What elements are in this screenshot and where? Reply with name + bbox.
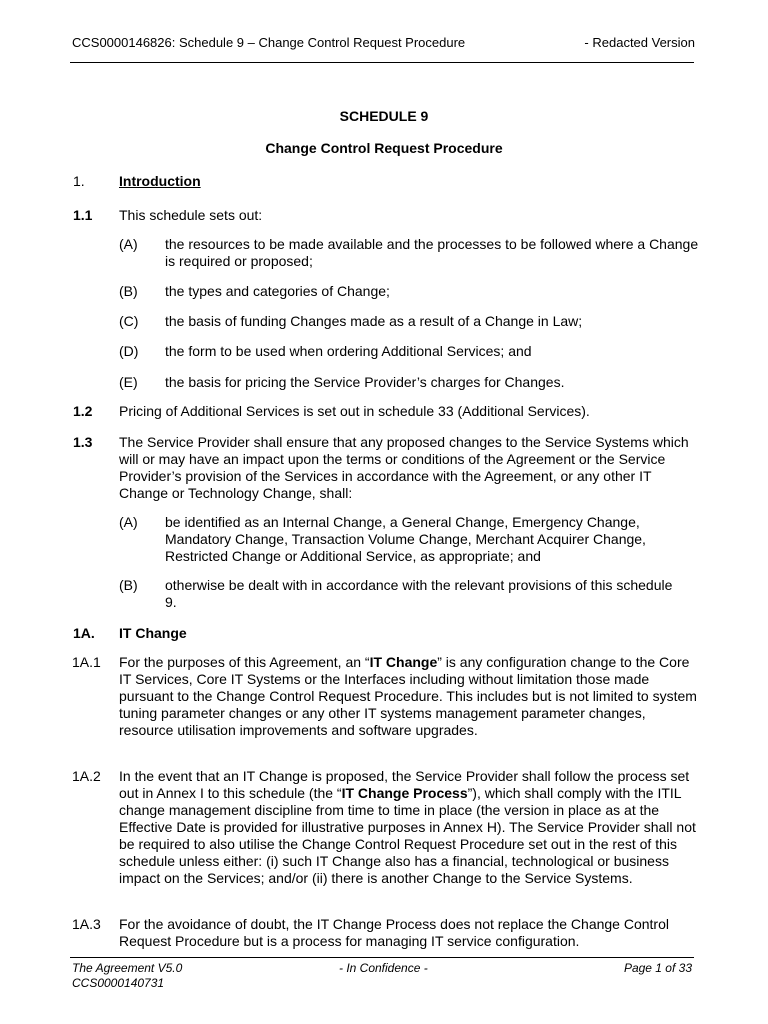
clause-1-1-item-e-text: the basis for pricing the Service Provider’s charges for Changes.	[165, 374, 565, 390]
clause-1-3-item-a-label: (A)	[119, 514, 138, 530]
clause-1-3-item-a-text: be identified as an Internal Change, a General Change, Emergency Change, Mandatory Change, Transaction Volume Change, Merchant Acquirer Change, Restricted Change or Additional Service, as appropriate; and	[165, 514, 646, 564]
clause-1a-2-pre: In the event that an IT Change is proposed, the Service Provider shall follow the process set out in Annex I to this schedule (the “	[119, 768, 690, 801]
header-rule	[70, 62, 694, 63]
clause-1a-2-text	[119, 768, 699, 887]
clause-1a-3-number: 1A.3	[72, 916, 101, 932]
clause-1a-1-pre: For the purposes of this Agreement, an “	[119, 654, 370, 670]
footer-confidentiality: - In Confidence -	[339, 961, 428, 975]
clause-1-1-item-c-label: (C)	[119, 313, 139, 329]
clause-1-1-item-c-text: the basis of funding Changes made as a result of a Change in Law;	[165, 313, 583, 329]
clause-1a-3-text: For the avoidance of doubt, the IT Change Process does not replace the Change Control Request Procedure but is a process for managing IT service configuration.	[119, 916, 669, 949]
schedule-subtitle: Change Control Request Procedure	[265, 140, 503, 156]
clause-1-1-item-a-label: (A)	[119, 236, 138, 252]
footer-page-number: Page 1 of 33	[623, 961, 692, 975]
section-1-heading: Introduction	[119, 173, 201, 189]
footer-rule	[70, 957, 694, 958]
clause-1-1-item-d-text: the form to be used when ordering Additional Services; and	[165, 343, 532, 359]
schedule-title: SCHEDULE 9	[339, 108, 429, 124]
clause-1-1-item-b-text: the types and categories of Change;	[165, 283, 390, 299]
clause-1a-1-term: IT Change	[369, 654, 438, 670]
section-1a-heading: IT Change	[119, 625, 187, 641]
header-version-note: - Redacted Version	[584, 35, 695, 50]
footer-ref: CCS0000140731	[72, 976, 165, 990]
clause-1a-1-text	[119, 654, 699, 739]
footer-agreement: The Agreement V5.0	[72, 961, 183, 975]
clause-1-1-number: 1.1	[73, 207, 93, 223]
clause-1-1-item-e-label: (E)	[119, 374, 138, 390]
clause-1-3-number: 1.3	[73, 434, 93, 450]
clause-1-1-item-b-label: (B)	[119, 283, 138, 299]
clause-1-3-item-b-text: otherwise be dealt with in accordance with the relevant provisions of this schedule 9.	[165, 577, 673, 610]
clause-1a-2-term: IT Change Process	[341, 785, 468, 801]
clause-1a-2-post: ”), which shall comply with the ITIL change management discipline from time to time in place (the version in place as at the Effective Date is provided for illustrative purposes in Annex H). The Service Provider shall not be required to also utilise the Change Control Request Procedure set out in the rest of this schedule unless either: (i) such IT Change also has a financial, technological or business impact on the Services; and/or (ii) there is another Change to the Service Systems.	[119, 785, 696, 886]
header-doc-ref: CCS0000146826: Schedule 9 – Change Control Request Procedure	[72, 35, 466, 50]
clause-1-2-number: 1.2	[73, 403, 93, 419]
section-1a-number: 1A.	[73, 625, 95, 641]
clause-1a-1-number: 1A.1	[72, 654, 101, 670]
section-1-number: 1.	[73, 173, 85, 189]
clause-1-1-item-d-label: (D)	[119, 343, 139, 359]
clause-1-2-text: Pricing of Additional Services is set out in schedule 33 (Additional Services).	[119, 403, 590, 419]
clause-1a-1-post: ” is any configuration change to the Core IT Services, Core IT Systems or the Interfaces including without limitation those made pursuant to the Change Control Request Procedure. This includes but is not limited to system tuning parameter changes or any other IT systems management parameter changes, resource utilisation improvements and software upgrades.	[119, 654, 697, 738]
clause-1-1-text: This schedule sets out:	[119, 207, 263, 223]
clause-1a-2-number: 1A.2	[72, 768, 101, 784]
clause-1-3-text: The Service Provider shall ensure that any proposed changes to the Service Systems which will or may have an impact upon the terms or conditions of the Agreement or the Service Provider’s provision of the Services in accordance with the Agreement, or any other IT Change or Technology Change, shall:	[119, 434, 689, 501]
clause-1-3-item-b-label: (B)	[119, 577, 138, 593]
clause-1-1-item-a-text: the resources to be made available and the processes to be followed where a Change is required or proposed;	[165, 236, 699, 269]
